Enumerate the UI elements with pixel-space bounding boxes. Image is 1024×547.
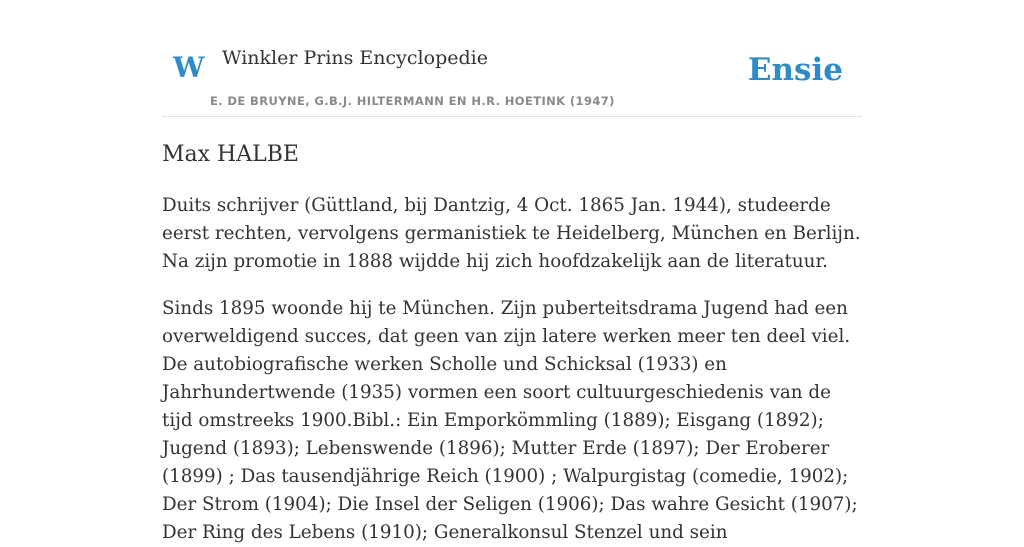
source-logo-icon[interactable]: W: [173, 51, 205, 84]
article-paragraph: Duits schrijver (Güttland, bij Dantzig, 4 Oct. 1865 Jan. 1944), studeerde eerst rechten, vervolgens germanistiek te Heidelberg, München en Berlijn. Na zijn promotie in 1888 wijdde hij zich hoofdzakelijk aan de literatuur.: [162, 195, 861, 272]
article-paragraph: Sinds 1895 woonde hij te München. Zijn puberteitsdrama Jugend had een overweldigend succes, dat geen van zijn latere werken meer ten deel viel. De autobiografische werken Scholle und Schicksal (1933) en Jahrhundertwende (1935) vormen een soort cultuurgeschiedenis van de tijd omstreeks 1900.Bibl.: Ein Emporkömmling (1889); Eisgang (1892); Jugend (1893); Lebenswende (1896); Mutter Erde (1897); Der Eroberer (1899) ; Das tausendjährige Reich (1900) ; Walpurgistag (comedie, 1902); Der Strom (1904); Die Insel der Seligen (1906); Das wahre Gesicht (1907); Der Ring des Lebens (1910); Generalkonsul Stenzel und sein: [162, 298, 858, 543]
site-header: [162, 0, 862, 117]
article: [162, 138, 862, 547]
source-authors: E. DE BRUYNE, G.B.J. HILTERMANN EN H.R. HOETINK (1947): [210, 94, 615, 108]
article-title: Max HALBE: [162, 142, 299, 167]
source-title[interactable]: Winkler Prins Encyclopedie: [222, 47, 488, 69]
brand-logo[interactable]: Ensie: [747, 52, 843, 88]
